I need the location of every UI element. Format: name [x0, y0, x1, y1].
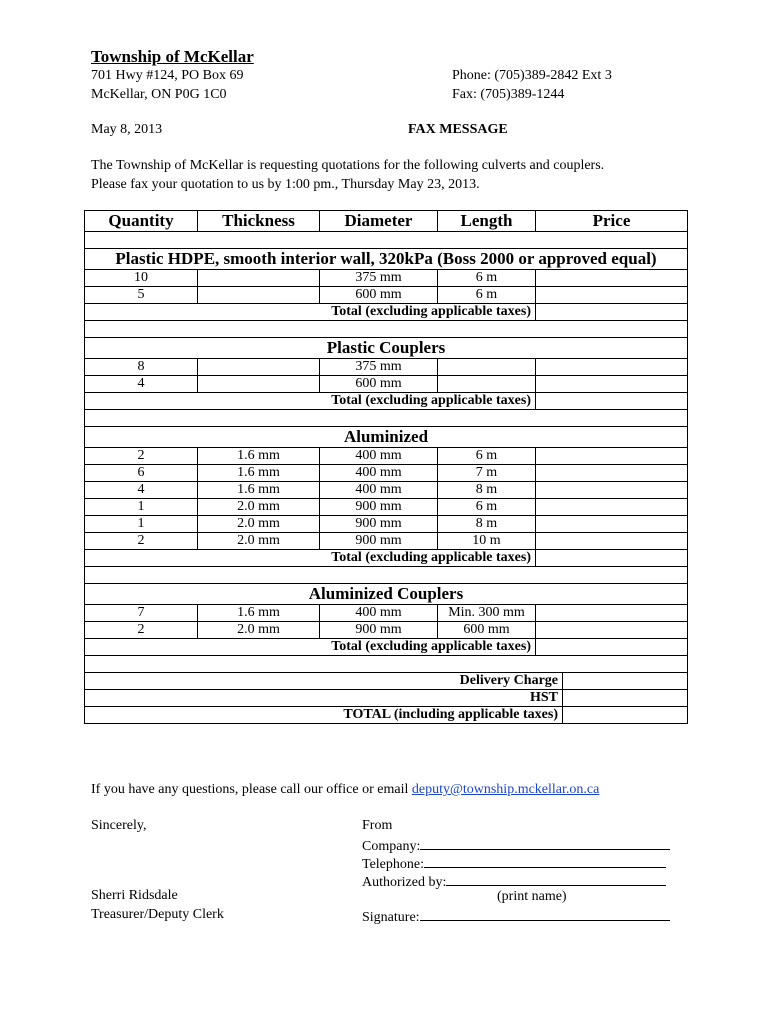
spacer-cell: [85, 567, 688, 584]
quantity-cell: 8: [85, 359, 198, 376]
price-cell[interactable]: [536, 605, 688, 622]
table-row: [85, 499, 688, 516]
grand-total-value-cell[interactable]: [563, 707, 688, 724]
price-cell[interactable]: [536, 533, 688, 550]
quantity-cell: 4: [85, 482, 198, 499]
table-row: [85, 287, 688, 304]
price-cell[interactable]: [536, 359, 688, 376]
thickness-cell: 2.0 mm: [198, 516, 320, 533]
quantity-cell: 6: [85, 465, 198, 482]
company-line[interactable]: [420, 836, 670, 850]
spacer-cell: [85, 410, 688, 427]
thickness-cell: [198, 376, 320, 393]
section-total-price-cell[interactable]: [536, 550, 688, 567]
delivery-charge-value-cell[interactable]: [563, 673, 688, 690]
col-header-diameter: Diameter: [320, 211, 438, 232]
intro-line-1: The Township of McKellar is requesting quotations for the following culverts and couplers.: [91, 158, 605, 173]
fax-number: Fax: (705)389-1244: [452, 87, 565, 102]
table-row: [85, 605, 688, 622]
length-cell: 7 m: [438, 465, 536, 482]
table-row: [85, 448, 688, 465]
price-cell[interactable]: [536, 465, 688, 482]
table-row: [85, 516, 688, 533]
section-total-label: Total (excluding applicable taxes): [85, 393, 536, 410]
price-cell[interactable]: [536, 376, 688, 393]
section-title-row: [85, 427, 688, 448]
telephone-label: Telephone:: [362, 857, 424, 872]
phone-number: Phone: (705)389-2842 Ext 3: [452, 68, 612, 83]
thickness-cell: 2.0 mm: [198, 533, 320, 550]
section-total-row: [85, 393, 688, 410]
thickness-cell: [198, 270, 320, 287]
section-title: Aluminized: [85, 427, 688, 448]
section-total-row: [85, 304, 688, 321]
price-cell[interactable]: [536, 287, 688, 304]
sincerely-text: Sincerely,: [91, 818, 147, 833]
length-cell: [438, 359, 536, 376]
diameter-cell: 375 mm: [320, 359, 438, 376]
from-label: From: [362, 818, 393, 833]
section-total-row: [85, 639, 688, 656]
signer-title: Treasurer/Deputy Clerk: [91, 907, 224, 922]
section-title-row: [85, 249, 688, 270]
price-cell[interactable]: [536, 516, 688, 533]
quantity-cell: 7: [85, 605, 198, 622]
col-header-quantity: Quantity: [85, 211, 198, 232]
questions-text: [91, 782, 599, 798]
document-type: FAX MESSAGE: [408, 122, 508, 137]
length-cell: 8 m: [438, 516, 536, 533]
telephone-line[interactable]: [424, 854, 666, 868]
address-line-2: McKellar, ON P0G 1C0: [91, 87, 227, 102]
quantity-cell: 2: [85, 448, 198, 465]
email-link[interactable]: deputy@township.mckellar.on.ca: [411, 782, 600, 797]
table-row: [85, 270, 688, 287]
print-name-label: (print name): [497, 889, 567, 904]
table-row: [85, 482, 688, 499]
section-total-price-cell[interactable]: [536, 639, 688, 656]
diameter-cell: 600 mm: [320, 287, 438, 304]
length-cell: 8 m: [438, 482, 536, 499]
section-total-label: Total (excluding applicable taxes): [85, 639, 536, 656]
quantity-cell: 5: [85, 287, 198, 304]
grand-total-row: [85, 707, 688, 724]
section-total-label: Total (excluding applicable taxes): [85, 550, 536, 567]
quantity-cell: 2: [85, 622, 198, 639]
diameter-cell: 600 mm: [320, 376, 438, 393]
telephone-field[interactable]: [362, 854, 666, 873]
signature-field[interactable]: [362, 907, 670, 926]
thickness-cell: 1.6 mm: [198, 605, 320, 622]
section-total-row: [85, 550, 688, 567]
org-title: Township of McKellar: [91, 47, 254, 66]
diameter-cell: 400 mm: [320, 465, 438, 482]
spacer-cell: [85, 321, 688, 338]
length-cell: Min. 300 mm: [438, 605, 536, 622]
price-cell[interactable]: [536, 622, 688, 639]
section-title-row: [85, 338, 688, 359]
thickness-cell: 1.6 mm: [198, 448, 320, 465]
section-title: Plastic Couplers: [85, 338, 688, 359]
diameter-cell: 900 mm: [320, 499, 438, 516]
length-cell: 6 m: [438, 499, 536, 516]
thickness-cell: 1.6 mm: [198, 465, 320, 482]
col-header-thickness: Thickness: [198, 211, 320, 232]
section-total-label: Total (excluding applicable taxes): [85, 304, 536, 321]
spacer-row: [85, 321, 688, 338]
length-cell: [438, 376, 536, 393]
diameter-cell: 400 mm: [320, 605, 438, 622]
price-cell[interactable]: [536, 482, 688, 499]
length-cell: 6 m: [438, 448, 536, 465]
intro-line-2: Please fax your quotation to us by 1:00 pm., Thursday May 23, 2013.: [91, 177, 480, 192]
length-cell: 10 m: [438, 533, 536, 550]
table-row: [85, 359, 688, 376]
spacer-cell: [85, 232, 688, 249]
section-title: Plastic HDPE, smooth interior wall, 320kPa (Boss 2000 or approved equal): [85, 249, 688, 270]
diameter-cell: 900 mm: [320, 622, 438, 639]
company-label: Company:: [362, 839, 421, 854]
questions-label: If you have any questions, please call our office or email: [91, 782, 412, 797]
quotation-table: [84, 210, 688, 724]
spacer-row: [85, 656, 688, 673]
length-cell: 6 m: [438, 287, 536, 304]
signature-line[interactable]: [420, 907, 670, 921]
thickness-cell: [198, 287, 320, 304]
authorized-label: Authorized by:: [362, 875, 447, 890]
col-header-price: Price: [536, 211, 688, 232]
section-total-price-cell[interactable]: [536, 393, 688, 410]
quantity-cell: 1: [85, 516, 198, 533]
document-date: May 8, 2013: [91, 122, 163, 137]
section-title-row: [85, 584, 688, 605]
price-cell[interactable]: [536, 270, 688, 287]
price-cell[interactable]: [536, 448, 688, 465]
hst-value-cell[interactable]: [563, 690, 688, 707]
diameter-cell: 900 mm: [320, 516, 438, 533]
quantity-cell: 10: [85, 270, 198, 287]
address-line-1: 701 Hwy #124, PO Box 69: [91, 68, 244, 83]
spacer-row: [85, 232, 688, 249]
price-cell[interactable]: [536, 499, 688, 516]
authorized-line[interactable]: [446, 872, 666, 886]
length-cell: 6 m: [438, 270, 536, 287]
spacer-row: [85, 410, 688, 427]
delivery-charge-label: Delivery Charge: [85, 673, 563, 690]
table-row: [85, 376, 688, 393]
company-field[interactable]: [362, 836, 670, 855]
spacer-cell: [85, 656, 688, 673]
section-title: Aluminized Couplers: [85, 584, 688, 605]
diameter-cell: 900 mm: [320, 533, 438, 550]
diameter-cell: 375 mm: [320, 270, 438, 287]
section-total-price-cell[interactable]: [536, 304, 688, 321]
quantity-cell: 2: [85, 533, 198, 550]
table-row: [85, 533, 688, 550]
grand-total-label: TOTAL (including applicable taxes): [85, 707, 563, 724]
thickness-cell: 1.6 mm: [198, 482, 320, 499]
hst-label: HST: [85, 690, 563, 707]
hst-row: [85, 690, 688, 707]
thickness-cell: 2.0 mm: [198, 622, 320, 639]
thickness-cell: 2.0 mm: [198, 499, 320, 516]
thickness-cell: [198, 359, 320, 376]
length-cell: 600 mm: [438, 622, 536, 639]
delivery-charge-row: [85, 673, 688, 690]
signature-label: Signature:: [362, 910, 420, 925]
diameter-cell: 400 mm: [320, 482, 438, 499]
col-header-length: Length: [438, 211, 536, 232]
table-row: [85, 622, 688, 639]
spacer-row: [85, 567, 688, 584]
table-row: [85, 465, 688, 482]
table-header-row: [85, 211, 688, 232]
quantity-cell: 1: [85, 499, 198, 516]
diameter-cell: 400 mm: [320, 448, 438, 465]
signer-name: Sherri Ridsdale: [91, 888, 178, 903]
quantity-cell: 4: [85, 376, 198, 393]
